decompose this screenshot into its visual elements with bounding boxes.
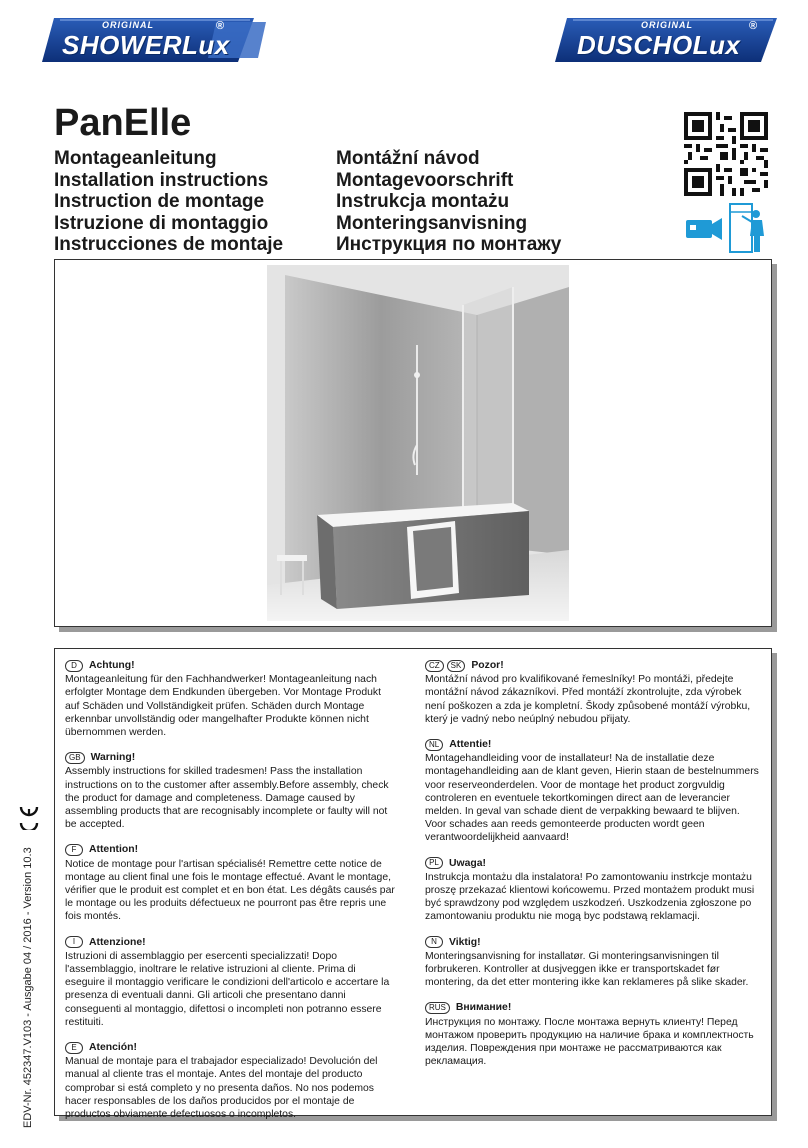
lang-badge-nl: NL [425,739,443,751]
warning-no [425,936,761,990]
ce-mark-icon [18,800,40,830]
warning-it [65,936,397,1029]
logo-left-reg: ® [216,20,225,32]
qr-code-icon[interactable] [684,112,768,196]
lang-badge-d: D [65,660,83,672]
title-de: Montageanleitung [54,148,217,169]
lang-badge-rus: RUS [425,1002,450,1014]
lang-badge-gb: GB [65,752,85,764]
document-number: EDV-Nr. 452347.V103 - Ausgabe 04 / 2016 - Version 10.3 [22,847,34,1128]
titles-left [54,148,283,256]
logo-right-main: DUSCHOLux [577,30,741,60]
warning-de [65,659,397,739]
title-no: Monteringsanvisning [336,212,528,234]
warning-pl [425,857,761,924]
warning-body: Montagehandleiding voor de installateur! Na de installatie deze montagehandleiding aan de klant geven, Hierin staan de bestelnummers voor reserveonderdelen. Voor de montage het product zorgvuldig controleren en eventuele tekortkomingen direct aan de leverancier melden. In geval van schade dient de verpakking bewaard te blijven. Voor schades aan reeds gemonteerde producten wordt geen verantwoordelijkheid aanvaard! [425,753,759,844]
warning-title: Uwaga! [449,857,486,869]
warning-ru [425,1001,761,1068]
warning-body: Instrukcja montażu dla instalatora! Po zamontowaniu instrkcje montażu proszę przekazać klientowi końcowemu. Przed montażem produkt musi być sprawdzony pod względem uszkodzeń. Uszkodzenia zgłoszone po zamontowaniu produktu nie mogą byc podstawą reklamacji. [425,871,755,923]
warning-body: Istruzioni di assemblaggio per esercenti specializzati! Dopo l'assemblaggio, inoltrare le relative istruzioni al cliente. Prima di eseguire il montaggio verificare le condizioni dell'articolo e accertare la presenza di eventuali danni. Gli articoli che presentano danni conseguenti al montaggio, difettosi o incompleti non potranno essere restituiti. [65,950,390,1028]
lang-badge-n: N [425,936,443,948]
titles-right [336,148,561,256]
installation-video-icon[interactable] [684,202,768,254]
title-nl: Montagevoorschrift [336,169,514,191]
duscholux-logo [553,14,779,66]
showerlux-logo [40,14,268,66]
warning-title: Внимание! [455,1002,512,1014]
warning-nl [425,738,761,845]
warning-title: Pozor! [471,660,504,671]
product-title: PanElle [54,102,192,144]
logo-right-reg: ® [749,20,758,32]
warning-body: Notice de montage pour l'artisan spécialisé! Remettre cette notice de montage au client final une fois le montage effectué. Avant le montage, vérifier que le produit est complet et en bon état. Les dégâts causés par le montage ou les produits défectueux ne pourront pas être repris une fois montés. [65,858,395,923]
warning-title: Achtung! [89,660,135,671]
title-it: Istruzione di montaggio [54,212,269,234]
warning-title: Viktig! [449,936,481,948]
warning-body: Инструкция по монтажу. После монтажа вернуть клиенту! Перед монтажом проверить продукцию на наличие брака и комплектность изделия. Повреждения при монтаже не рассматриваются как рекламация. [425,1016,754,1068]
lang-badge-e: E [65,1042,83,1054]
lang-badge-pl: PL [425,857,443,869]
title-en: Installation instructions [54,169,269,191]
warning-title: Atención! [89,1042,137,1054]
warning-title: Attenzione! [89,936,146,948]
warnings-right-column [425,659,761,1080]
logo-left-small: ORIGINAL [102,20,154,30]
title-fr: Instruction de montage [54,191,265,212]
warnings-left-column [65,659,397,1133]
bathtub-photo-image [267,265,569,621]
warning-title: Attentie! [449,739,492,751]
warnings-box [54,648,772,1121]
lang-badge-i: I [65,936,83,948]
lang-badge-sk: SK [447,660,466,672]
warning-cz-sk [425,659,761,726]
product-photo-frame [54,259,772,627]
title-es: Instrucciones de montaje [54,234,284,255]
warning-body: Monteringsanvisning for installatør. Gi monteringsanvisningen til forbrukeren. Kontroller at dusjveggen ikke er transportskadet før montering, da det etter montering ikke kan reklameres på slike skader. [425,950,749,989]
warning-body: Assembly instructions for skilled tradesmen! Pass the installation instructions on to the customer after assembly.Before assembly, check the product for damage and completeness. Damage caused by assembling products that are recognisably incomplete or faulty will not be accepted. [65,766,389,831]
warning-es [65,1041,397,1121]
warning-title: Attention! [89,844,139,856]
warning-title: Warning! [90,752,136,764]
logo-left-main: SHOWERLux [62,30,230,60]
warning-body: Montageanleitung für den Fachhandwerker! Montageanleitung nach erfolgter Montage dem Endkunden übergeben. Vor Montage Produkt auf Schäden und Vollständigkeit prüfen. Schäden durch Montage erkennbar unvollständig oder mangelhafter Produkte können nicht übernommen werden. [65,674,381,739]
title-pl: Instrukcja montażu [336,191,510,212]
warning-fr [65,843,397,923]
warning-body: Manual de montaje para el trabajador especializado! Devolución del manual al cliente tras el montaje. Antes del montaje del producto comprobar si está completo y no presenta daños. No nos podemos hacer responsables de los daños producidos por el montaje de productos obviamente defectuosos o incompletos. [65,1056,378,1121]
warning-gb [65,751,397,831]
logo-right-small: ORIGINAL [641,20,693,30]
lang-badge-f: F [65,844,83,856]
title-ru: Инструкция по монтажу [336,234,562,255]
title-cz: Montážní návod [336,148,480,169]
lang-badge-cz: CZ [425,660,444,672]
warning-body: Montážní návod pro kvalifikované řemeslníky! Po montáži, předejte montážní návod zákazníkovi. Před montáží zkontrolujte, zda výrobek není poškozen a zda je kompletní. Škody způsobené montáží výrobku, který je vadný nebo neúplný nebudou přijaty. [425,674,751,725]
